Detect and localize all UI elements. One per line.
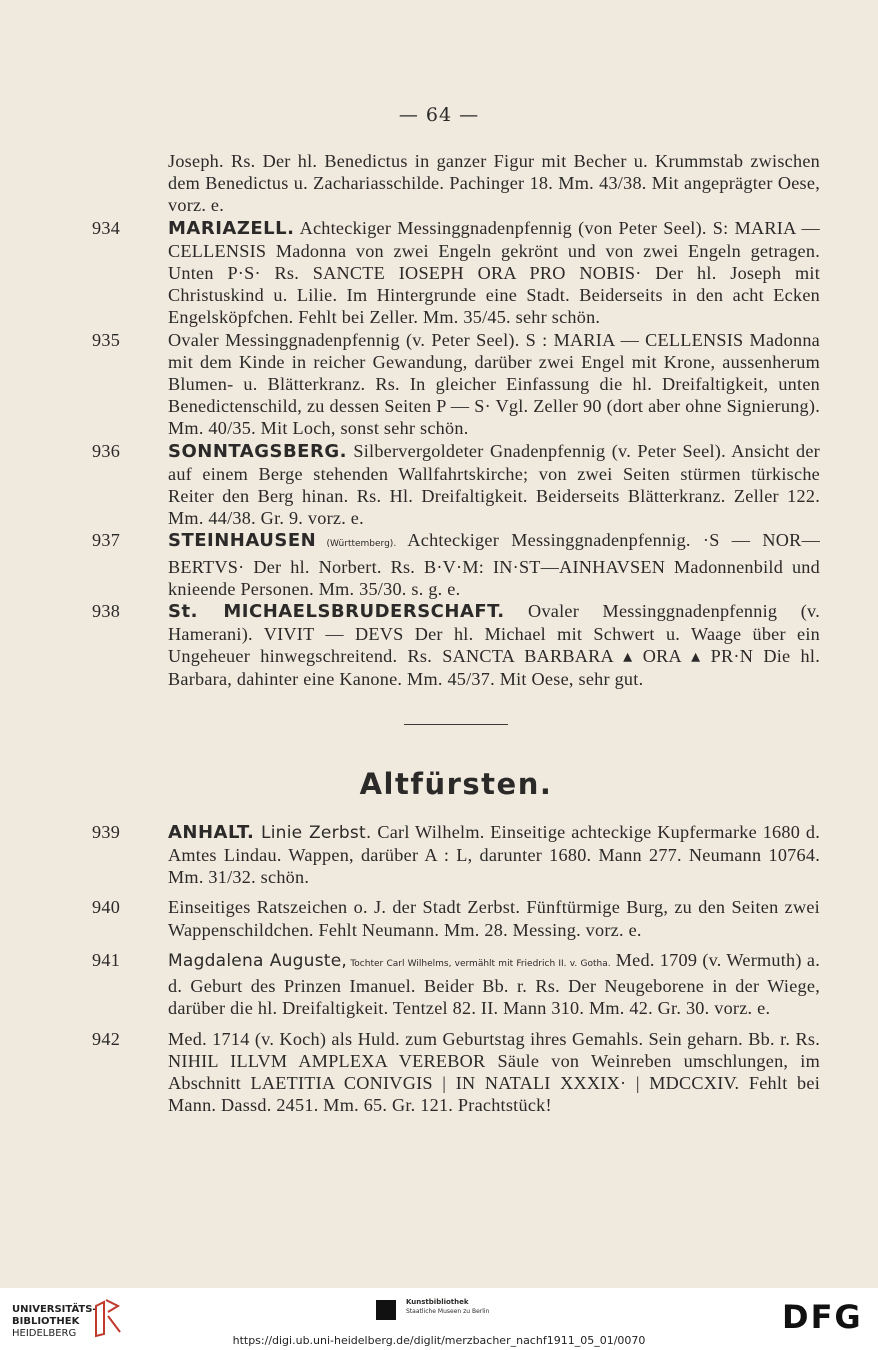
source-url[interactable]: https://digi.ub.uni-heidelberg.de/diglit/merzbacher_nachf1911_05_01/0070 xyxy=(232,1334,646,1347)
catalog-entry xyxy=(92,217,820,329)
kunstbibliothek-square-icon xyxy=(376,1300,396,1320)
catalog-entry xyxy=(92,440,820,530)
kb-line-2: Staatliche Museen zu Berlin xyxy=(406,1308,490,1315)
entry-subheading: Magdalena Auguste, xyxy=(168,950,348,971)
section-divider xyxy=(404,724,508,725)
entry-number: 936 xyxy=(92,440,121,461)
kb-line-1: Kunstbibliothek xyxy=(406,1298,469,1306)
entry-text: Ovaler Messinggnadenpfennig (v. Hamerani). VIVIT — DEVS Der hl. Michael mit Schwert u. Waage über ein Ungeheuer hinwegschreitend. Rs. SANCTA BARBARA ▴ ORA ▴ PR·N Die hl. Barbara, dahinter eine Kanone. Mm. 45/37. Mit Oese, sehr gut. xyxy=(168,601,821,689)
footer-bar xyxy=(0,1288,878,1350)
entry-number: 934 xyxy=(92,217,121,238)
entry-number: 940 xyxy=(92,897,121,918)
entry-text: Med. 1714 (v. Koch) als Huld. zum Geburtstag ihres Gemahls. Sein geharn. Bb. r. Rs. NIHIL ILLVM AMPLEXA VEREBOR Säule von Weinreben umschlungen, im Abschnitt LAETITIA CONIVGIS | IN NATALI XXXIX· | MDCCXIV. Fehlt bei Mann. Dassd. 2451. Mm. 65. Gr. 121. Prachtstück! xyxy=(168,1028,820,1116)
catalog-entry xyxy=(92,150,820,217)
entry-number: 935 xyxy=(92,329,121,350)
entry-heading: St. MICHAELSBRUDERSCHAFT. xyxy=(168,601,505,623)
catalog-entry xyxy=(92,329,820,440)
entry-number: 941 xyxy=(92,949,121,970)
entry-note: (Württemberg). xyxy=(316,539,397,550)
entry-text: Joseph. Rs. Der hl. Benedictus in ganzer Figur mit Becher u. Krummstab zwischen dem Benedictus u. Zachariasschilde. Pachinger 18. Mm. 43/38. Mit angeprägter Oese, vorz. e. xyxy=(168,151,820,216)
entry-text: Achteckiger Messinggnadenpfennig. ·S — NOR—BERTVS· Der hl. Norbert. Rs. B·V·M: IN·ST—AINHAVSEN Madonnenbild und knieende Personen. Mm. 35/30. s. g. e. xyxy=(168,530,821,599)
entry-text: Einseitiges Ratszeichen o. J. der Stadt Zerbst. Fünftürmige Burg, zu den Seiten zwei Wappenschildchen. Fehlt Neumann. Mm. 28. Messing. vorz. e. xyxy=(168,897,820,940)
entry-heading: SONNTAGSBERG. xyxy=(168,440,347,462)
catalog-entry xyxy=(92,896,820,940)
entry-number: 938 xyxy=(92,601,121,622)
catalog-entry xyxy=(92,1028,820,1117)
catalog-entry xyxy=(92,821,820,889)
entry-note: Tochter Carl Wilhelms, vermählt mit Friedrich II. v. Gotha. xyxy=(347,958,611,969)
entries-block-1 xyxy=(92,150,820,690)
entry-heading: STEINHAUSEN xyxy=(168,530,317,552)
entry-subheading: Linie Zerbst. xyxy=(254,822,372,843)
dfg-logo[interactable]: DFG xyxy=(782,1298,863,1336)
catalog-entry xyxy=(92,600,820,690)
catalog-entry xyxy=(92,949,820,1020)
section-title: Altfürsten. xyxy=(359,766,553,801)
entries-block-2 xyxy=(92,821,820,1116)
ub-line-3: HEIDELBERG xyxy=(12,1328,77,1339)
entry-text: Achteckiger Messinggnadenpfennig (von Peter Seel). S: MARIA — CELLENSIS Madonna von zwei Engeln gekrönt und von zwei Engeln getragen. Unten P·S· Rs. SANCTE IOSEPH ORA PRO NOBIS· Der hl. Joseph mit Christuskind u. Lilie. Im Hintergrunde eine Stadt. Beiderseits in den acht Ecken Engelsköpfchen. Fehlt bei Zeller. Mm. 35/45. sehr schön. xyxy=(168,217,820,328)
entry-text: Ovaler Messinggnadenpfennig (v. Peter Seel). S : MARIA — CELLENSIS Madonna mit dem Kinde in reicher Gewandung, darüber zwei Engel mit Krone, aussenherum Blumen- u. Blätterkranz. Rs. In gleicher Einfassung die hl. Dreifaltigkeit, unten Benedictenschild, zu dessen Seiten P — S· Vgl. Zeller 90 (dort aber ohne Signierung). Mm. 40/35. Mit Loch, sonst sehr schön. xyxy=(168,329,820,439)
entry-text: Silbervergoldeter Gnadenpfennig (v. Peter Seel). Ansicht der auf einem Berge stehenden Wallfahrtskirche; von zwei Seiten stürmen türkische Reiter den Berg hinan. Rs. Hl. Dreifaltigkeit. Beiderseits Blätterkranz. Zeller 122. Mm. 44/38. Gr. 9. vorz. e. xyxy=(168,440,820,529)
entry-number: 939 xyxy=(92,821,121,842)
page-number: — 64 — xyxy=(398,104,480,126)
ub-line-1: UNIVERSITÄTS- xyxy=(12,1304,97,1315)
entry-number: 937 xyxy=(92,530,121,551)
entry-text: Med. 1709 (v. Wermuth) a. d. Geburt des Prinzen Imanuel. Beider Bb. r. Rs. Der Neugeborene in der Wiege, darüber die hl. Dreifaltigkeit. Tentzel 82. II. Mann 310. Mm. 42. Gr. 30. vorz. e. xyxy=(168,949,820,1019)
ub-line-2: BIBLIOTHEK xyxy=(12,1316,80,1327)
catalog-text xyxy=(92,150,820,1124)
entry-heading: ANHALT. xyxy=(168,821,255,843)
entry-text: Carl Wilhelm. Einseitige achteckige Kupfermarke 1680 d. Amtes Lindau. Wappen, darüber A : L, darunter 1680. Mann 277. Neumann 10764. Mm. 31/32. schön. xyxy=(168,821,820,888)
catalog-entry xyxy=(92,529,820,600)
entry-number: 942 xyxy=(92,1028,121,1049)
entry-heading: MARIAZELL. xyxy=(168,217,295,239)
